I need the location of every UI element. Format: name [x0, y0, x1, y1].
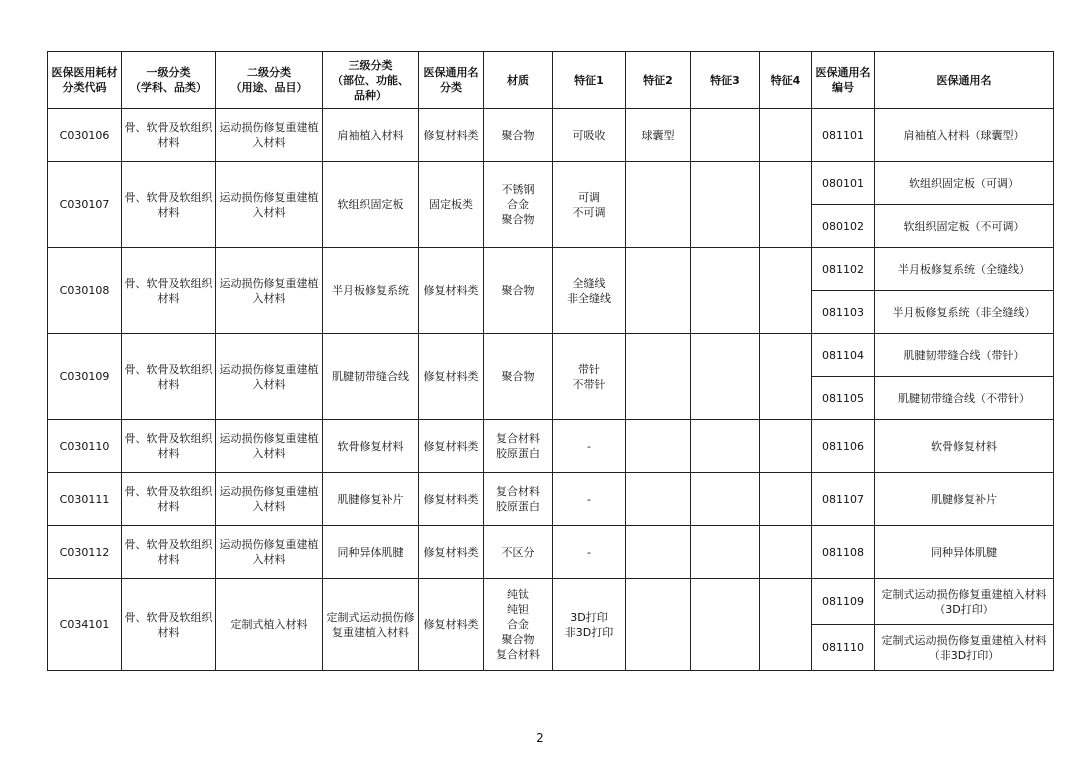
cell-category: 修复材料类: [419, 109, 484, 162]
cell-name: 半月板修复系统（非全缝线）: [875, 291, 1054, 334]
cell-level1: 骨、软骨及软组织 材料: [122, 579, 216, 671]
cell-name: 软组织固定板（可调）: [875, 162, 1054, 205]
cell-number: 081106: [812, 420, 875, 473]
cell-material: 聚合物: [484, 334, 553, 420]
cell-feature2: 球囊型: [626, 109, 691, 162]
cell-number: 081110: [812, 625, 875, 671]
cell-name: 肌腱韧带缝合线（带针）: [875, 334, 1054, 377]
cell-material: 不锈钢 合金 聚合物: [484, 162, 553, 248]
cell-level3: 软骨修复材料: [323, 420, 419, 473]
cell-category: 修复材料类: [419, 526, 484, 579]
header-feature4: 特征4: [760, 52, 812, 109]
cell-feature2: [626, 334, 691, 420]
table-row: [48, 162, 1054, 205]
cell-code: C030107: [48, 162, 122, 248]
cell-code: C030109: [48, 334, 122, 420]
cell-category: 修复材料类: [419, 248, 484, 334]
cell-feature1: -: [553, 473, 626, 526]
cell-code: C030108: [48, 248, 122, 334]
header-level1: 一级分类 （学科、品类）: [122, 52, 216, 109]
cell-level2: 运动损伤修复重建植 入材料: [216, 109, 323, 162]
cell-feature4: [760, 526, 812, 579]
header-feature1: 特征1: [553, 52, 626, 109]
cell-code: C030111: [48, 473, 122, 526]
cell-feature1: -: [553, 526, 626, 579]
cell-feature1: 全缝线 非全缝线: [553, 248, 626, 334]
table-row: [48, 579, 1054, 625]
cell-name: 定制式运动损伤修复重建植入材料 （非3D打印）: [875, 625, 1054, 671]
cell-level1: 骨、软骨及软组织 材料: [122, 109, 216, 162]
cell-name: 软骨修复材料: [875, 420, 1054, 473]
cell-name: 肌腱韧带缝合线（不带针）: [875, 377, 1054, 420]
header-level3: 三级分类 （部位、功能、 品种）: [323, 52, 419, 109]
cell-feature4: [760, 579, 812, 671]
cell-feature2: [626, 473, 691, 526]
cell-code: C030106: [48, 109, 122, 162]
cell-feature4: [760, 248, 812, 334]
cell-category: 修复材料类: [419, 334, 484, 420]
cell-feature3: [691, 473, 760, 526]
header-row: [48, 52, 1054, 109]
header-code: 医保医用耗材 分类代码: [48, 52, 122, 109]
cell-number: 080102: [812, 205, 875, 248]
cell-number: 080101: [812, 162, 875, 205]
cell-level1: 骨、软骨及软组织 材料: [122, 334, 216, 420]
cell-number: 081107: [812, 473, 875, 526]
cell-category: 修复材料类: [419, 473, 484, 526]
cell-feature4: [760, 334, 812, 420]
cell-name: 肩袖植入材料（球囊型）: [875, 109, 1054, 162]
cell-name: 定制式运动损伤修复重建植入材料 （3D打印）: [875, 579, 1054, 625]
cell-feature3: [691, 420, 760, 473]
cell-number: 081102: [812, 248, 875, 291]
cell-level3: 定制式运动损伤修 复重建植入材料: [323, 579, 419, 671]
cell-level1: 骨、软骨及软组织 材料: [122, 526, 216, 579]
cell-level1: 骨、软骨及软组织 材料: [122, 248, 216, 334]
cell-feature4: [760, 420, 812, 473]
cell-material: 纯钛 纯钽 合金 聚合物 复合材料: [484, 579, 553, 671]
cell-feature4: [760, 162, 812, 248]
cell-level1: 骨、软骨及软组织 材料: [122, 420, 216, 473]
cell-number: 081103: [812, 291, 875, 334]
cell-number: 081104: [812, 334, 875, 377]
header-name: 医保通用名: [875, 52, 1054, 109]
cell-number: 081109: [812, 579, 875, 625]
cell-material: 复合材料 胶原蛋白: [484, 420, 553, 473]
cell-level3: 同种异体肌腱: [323, 526, 419, 579]
cell-name: 同种异体肌腱: [875, 526, 1054, 579]
cell-level2: 运动损伤修复重建植 入材料: [216, 420, 323, 473]
cell-feature1: 可调 不可调: [553, 162, 626, 248]
cell-feature3: [691, 579, 760, 671]
table-body: [48, 109, 1054, 671]
cell-material: 不区分: [484, 526, 553, 579]
cell-material: 聚合物: [484, 248, 553, 334]
cell-number: 081108: [812, 526, 875, 579]
cell-level3: 软组织固定板: [323, 162, 419, 248]
cell-feature2: [626, 162, 691, 248]
cell-level3: 肩袖植入材料: [323, 109, 419, 162]
cell-feature3: [691, 248, 760, 334]
table-row: [48, 109, 1054, 162]
cell-level2: 运动损伤修复重建植 入材料: [216, 473, 323, 526]
cell-material: 聚合物: [484, 109, 553, 162]
classification-table: [47, 51, 1054, 671]
cell-feature3: [691, 162, 760, 248]
cell-feature1: 可吸收: [553, 109, 626, 162]
cell-code: C034101: [48, 579, 122, 671]
cell-number: 081105: [812, 377, 875, 420]
cell-level2: 运动损伤修复重建植 入材料: [216, 248, 323, 334]
cell-material: 复合材料 胶原蛋白: [484, 473, 553, 526]
header-number: 医保通用名 编号: [812, 52, 875, 109]
cell-feature2: [626, 526, 691, 579]
cell-code: C030112: [48, 526, 122, 579]
cell-level1: 骨、软骨及软组织 材料: [122, 162, 216, 248]
cell-feature2: [626, 579, 691, 671]
header-category: 医保通用名 分类: [419, 52, 484, 109]
cell-feature2: [626, 420, 691, 473]
cell-feature3: [691, 526, 760, 579]
table-row: [48, 473, 1054, 526]
cell-category: 修复材料类: [419, 579, 484, 671]
cell-feature1: 带针 不带针: [553, 334, 626, 420]
cell-level2: 定制式植入材料: [216, 579, 323, 671]
cell-feature4: [760, 109, 812, 162]
cell-level1: 骨、软骨及软组织 材料: [122, 473, 216, 526]
cell-level2: 运动损伤修复重建植 入材料: [216, 526, 323, 579]
table-row: [48, 420, 1054, 473]
cell-category: 修复材料类: [419, 420, 484, 473]
cell-level3: 半月板修复系统: [323, 248, 419, 334]
cell-level2: 运动损伤修复重建植 入材料: [216, 334, 323, 420]
cell-level2: 运动损伤修复重建植 入材料: [216, 162, 323, 248]
table-row: [48, 526, 1054, 579]
cell-feature1: -: [553, 420, 626, 473]
table-row: [48, 248, 1054, 291]
cell-feature4: [760, 473, 812, 526]
page-number: 2: [536, 731, 544, 745]
cell-feature2: [626, 248, 691, 334]
cell-category: 固定板类: [419, 162, 484, 248]
cell-name: 软组织固定板（不可调）: [875, 205, 1054, 248]
cell-name: 肌腱修复补片: [875, 473, 1054, 526]
header-material: 材质: [484, 52, 553, 109]
cell-code: C030110: [48, 420, 122, 473]
header-level2: 二级分类 （用途、品目）: [216, 52, 323, 109]
cell-name: 半月板修复系统（全缝线）: [875, 248, 1054, 291]
table-row: [48, 334, 1054, 377]
cell-level3: 肌腱修复补片: [323, 473, 419, 526]
header-feature2: 特征2: [626, 52, 691, 109]
cell-feature3: [691, 109, 760, 162]
header-feature3: 特征3: [691, 52, 760, 109]
cell-level3: 肌腱韧带缝合线: [323, 334, 419, 420]
cell-feature1: 3D打印 非3D打印: [553, 579, 626, 671]
cell-feature3: [691, 334, 760, 420]
cell-number: 081101: [812, 109, 875, 162]
